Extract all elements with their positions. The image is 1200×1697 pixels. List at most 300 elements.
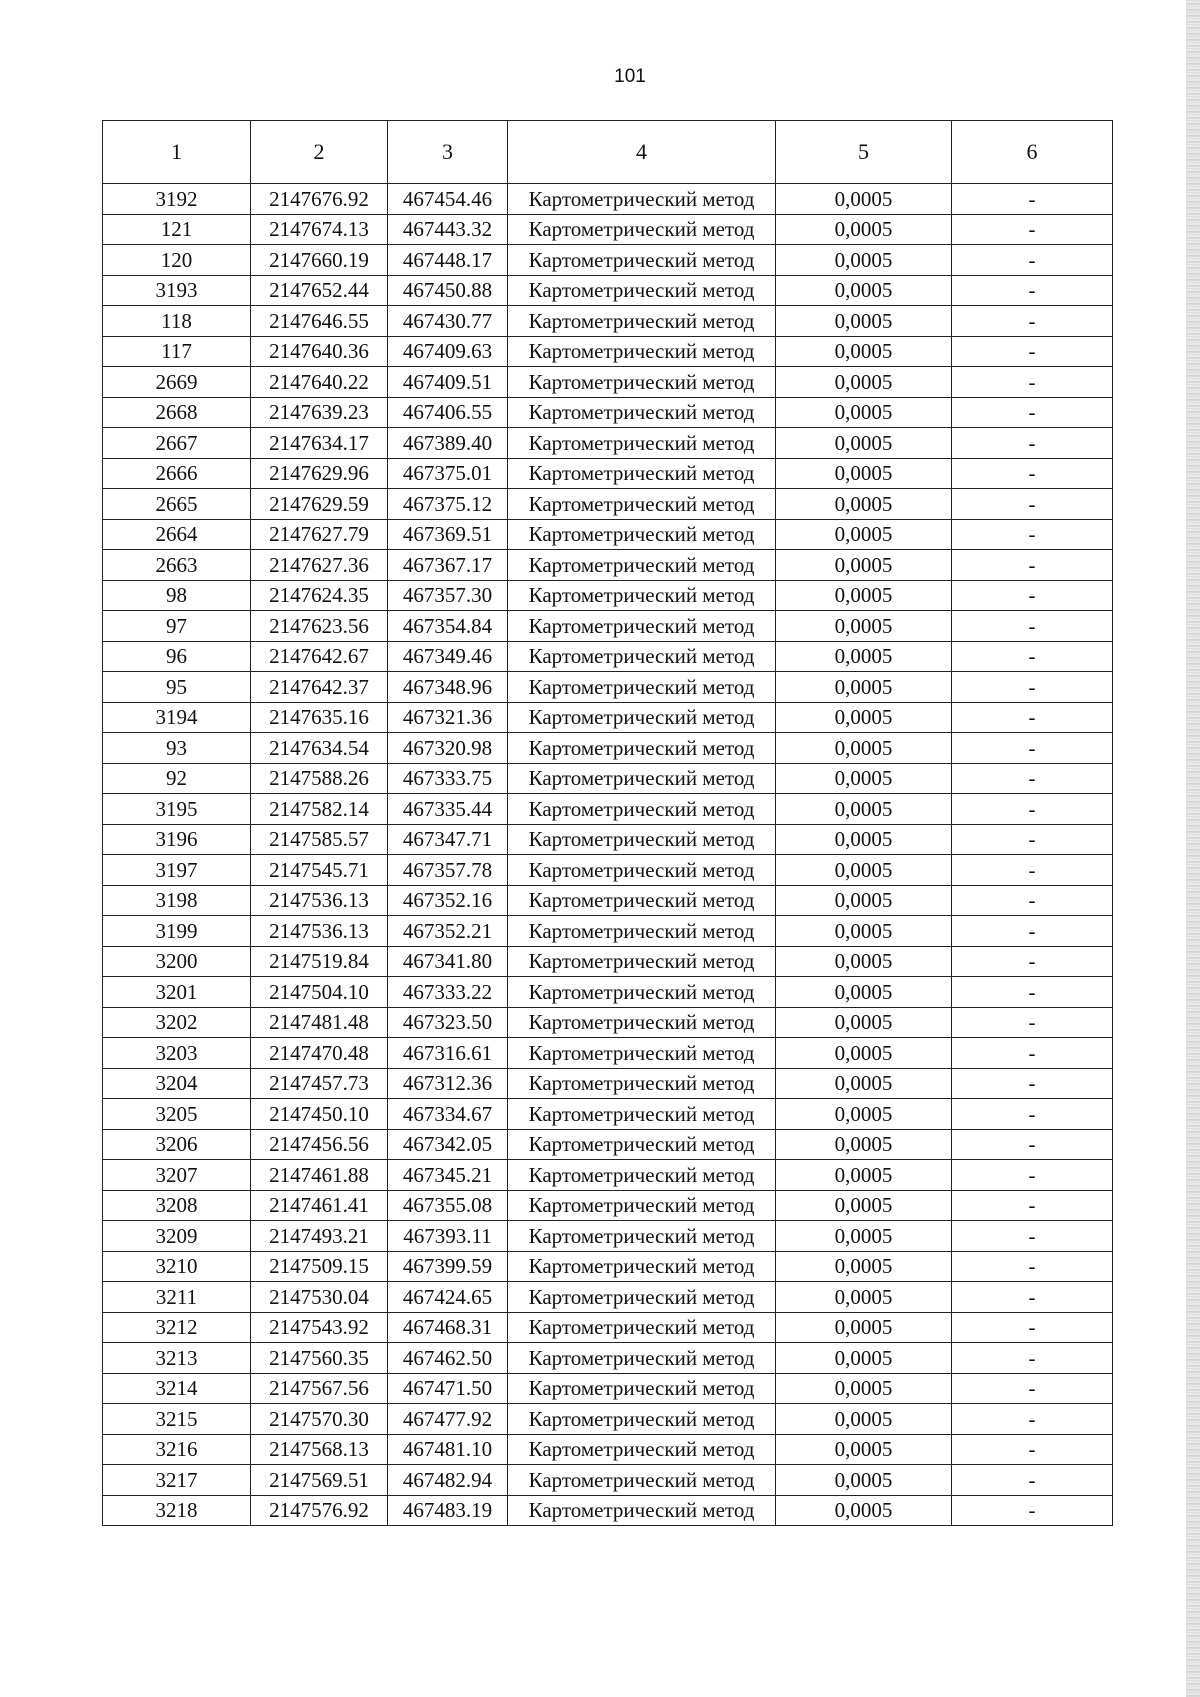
x-coordinate-cell: 2147639.23 xyxy=(251,397,388,428)
accuracy-cell: 0,0005 xyxy=(776,946,952,977)
accuracy-cell: 0,0005 xyxy=(776,367,952,398)
accuracy-cell: 0,0005 xyxy=(776,550,952,581)
note-cell: - xyxy=(952,458,1113,489)
note-cell: - xyxy=(952,1312,1113,1343)
method-cell: Картометрический метод xyxy=(508,1465,776,1496)
method-cell: Картометрический метод xyxy=(508,1038,776,1069)
x-coordinate-cell: 2147470.48 xyxy=(251,1038,388,1069)
accuracy-cell: 0,0005 xyxy=(776,519,952,550)
table-row xyxy=(103,855,1113,886)
table-row xyxy=(103,306,1113,337)
method-cell: Картометрический метод xyxy=(508,702,776,733)
y-coordinate-cell: 467481.10 xyxy=(388,1434,508,1465)
table-row xyxy=(103,1465,1113,1496)
note-cell: - xyxy=(952,1465,1113,1496)
point-number-cell: 3202 xyxy=(103,1007,251,1038)
x-coordinate-cell: 2147627.36 xyxy=(251,550,388,581)
x-coordinate-cell: 2147634.54 xyxy=(251,733,388,764)
table-row xyxy=(103,702,1113,733)
method-cell: Картометрический метод xyxy=(508,336,776,367)
point-number-cell: 3201 xyxy=(103,977,251,1008)
point-number-cell: 3212 xyxy=(103,1312,251,1343)
note-cell: - xyxy=(952,1373,1113,1404)
x-coordinate-cell: 2147642.67 xyxy=(251,641,388,672)
method-cell: Картометрический метод xyxy=(508,428,776,459)
accuracy-cell: 0,0005 xyxy=(776,397,952,428)
y-coordinate-cell: 467393.11 xyxy=(388,1221,508,1252)
method-cell: Картометрический метод xyxy=(508,1373,776,1404)
method-cell: Картометрический метод xyxy=(508,519,776,550)
x-coordinate-cell: 2147642.37 xyxy=(251,672,388,703)
note-cell: - xyxy=(952,184,1113,215)
point-number-cell: 3214 xyxy=(103,1373,251,1404)
method-cell: Картометрический метод xyxy=(508,550,776,581)
accuracy-cell: 0,0005 xyxy=(776,245,952,276)
method-cell: Картометрический метод xyxy=(508,946,776,977)
accuracy-cell: 0,0005 xyxy=(776,1343,952,1374)
point-number-cell: 2668 xyxy=(103,397,251,428)
x-coordinate-cell: 2147576.92 xyxy=(251,1495,388,1526)
point-number-cell: 93 xyxy=(103,733,251,764)
method-cell: Картометрический метод xyxy=(508,1495,776,1526)
method-cell: Картометрический метод xyxy=(508,1312,776,1343)
x-coordinate-cell: 2147536.13 xyxy=(251,885,388,916)
accuracy-cell: 0,0005 xyxy=(776,1373,952,1404)
y-coordinate-cell: 467334.67 xyxy=(388,1099,508,1130)
accuracy-cell: 0,0005 xyxy=(776,1129,952,1160)
x-coordinate-cell: 2147569.51 xyxy=(251,1465,388,1496)
x-coordinate-cell: 2147634.17 xyxy=(251,428,388,459)
note-cell: - xyxy=(952,1007,1113,1038)
note-cell: - xyxy=(952,550,1113,581)
scan-edge xyxy=(1186,0,1200,1697)
note-cell: - xyxy=(952,916,1113,947)
accuracy-cell: 0,0005 xyxy=(776,611,952,642)
method-cell: Картометрический метод xyxy=(508,1190,776,1221)
method-cell: Картометрический метод xyxy=(508,580,776,611)
y-coordinate-cell: 467349.46 xyxy=(388,641,508,672)
point-number-cell: 3206 xyxy=(103,1129,251,1160)
x-coordinate-cell: 2147545.71 xyxy=(251,855,388,886)
y-coordinate-cell: 467352.21 xyxy=(388,916,508,947)
point-number-cell: 2665 xyxy=(103,489,251,520)
y-coordinate-cell: 467483.19 xyxy=(388,1495,508,1526)
accuracy-cell: 0,0005 xyxy=(776,1434,952,1465)
point-number-cell: 118 xyxy=(103,306,251,337)
y-coordinate-cell: 467389.40 xyxy=(388,428,508,459)
note-cell: - xyxy=(952,580,1113,611)
point-number-cell: 3209 xyxy=(103,1221,251,1252)
y-coordinate-cell: 467477.92 xyxy=(388,1404,508,1435)
note-cell: - xyxy=(952,946,1113,977)
method-cell: Картометрический метод xyxy=(508,1221,776,1252)
table-row xyxy=(103,1495,1113,1526)
x-coordinate-cell: 2147461.41 xyxy=(251,1190,388,1221)
note-cell: - xyxy=(952,702,1113,733)
table-row xyxy=(103,245,1113,276)
accuracy-cell: 0,0005 xyxy=(776,1282,952,1313)
y-coordinate-cell: 467333.75 xyxy=(388,763,508,794)
note-cell: - xyxy=(952,1251,1113,1282)
y-coordinate-cell: 467450.88 xyxy=(388,275,508,306)
point-number-cell: 3195 xyxy=(103,794,251,825)
table-row xyxy=(103,1251,1113,1282)
point-number-cell: 3216 xyxy=(103,1434,251,1465)
point-number-cell: 3215 xyxy=(103,1404,251,1435)
table-row xyxy=(103,1160,1113,1191)
point-number-cell: 2669 xyxy=(103,367,251,398)
point-number-cell: 117 xyxy=(103,336,251,367)
table-row xyxy=(103,275,1113,306)
point-number-cell: 3200 xyxy=(103,946,251,977)
table-row xyxy=(103,489,1113,520)
point-number-cell: 2667 xyxy=(103,428,251,459)
accuracy-cell: 0,0005 xyxy=(776,763,952,794)
method-cell: Картометрический метод xyxy=(508,885,776,916)
accuracy-cell: 0,0005 xyxy=(776,641,952,672)
table-row xyxy=(103,184,1113,215)
y-coordinate-cell: 467320.98 xyxy=(388,733,508,764)
point-number-cell: 3203 xyxy=(103,1038,251,1069)
table-row xyxy=(103,733,1113,764)
point-number-cell: 3196 xyxy=(103,824,251,855)
accuracy-cell: 0,0005 xyxy=(776,1495,952,1526)
table-row xyxy=(103,367,1113,398)
point-number-cell: 2666 xyxy=(103,458,251,489)
method-cell: Картометрический метод xyxy=(508,1160,776,1191)
x-coordinate-cell: 2147457.73 xyxy=(251,1068,388,1099)
note-cell: - xyxy=(952,763,1113,794)
accuracy-cell: 0,0005 xyxy=(776,458,952,489)
table-row xyxy=(103,336,1113,367)
x-coordinate-cell: 2147560.35 xyxy=(251,1343,388,1374)
table-row xyxy=(103,977,1113,1008)
method-cell: Картометрический метод xyxy=(508,1282,776,1313)
point-number-cell: 120 xyxy=(103,245,251,276)
y-coordinate-cell: 467341.80 xyxy=(388,946,508,977)
note-cell: - xyxy=(952,367,1113,398)
note-cell: - xyxy=(952,1434,1113,1465)
note-cell: - xyxy=(952,641,1113,672)
x-coordinate-cell: 2147624.35 xyxy=(251,580,388,611)
x-coordinate-cell: 2147627.79 xyxy=(251,519,388,550)
method-cell: Картометрический метод xyxy=(508,367,776,398)
x-coordinate-cell: 2147567.56 xyxy=(251,1373,388,1404)
table-row xyxy=(103,397,1113,428)
note-cell: - xyxy=(952,1282,1113,1313)
x-coordinate-cell: 2147493.21 xyxy=(251,1221,388,1252)
accuracy-cell: 0,0005 xyxy=(776,733,952,764)
note-cell: - xyxy=(952,214,1113,245)
method-cell: Картометрический метод xyxy=(508,306,776,337)
table-row xyxy=(103,1282,1113,1313)
method-cell: Картометрический метод xyxy=(508,184,776,215)
y-coordinate-cell: 467375.12 xyxy=(388,489,508,520)
table-row xyxy=(103,1007,1113,1038)
table-row xyxy=(103,1099,1113,1130)
table-row xyxy=(103,763,1113,794)
x-coordinate-cell: 2147461.88 xyxy=(251,1160,388,1191)
note-cell: - xyxy=(952,1190,1113,1221)
table-body xyxy=(103,184,1113,1526)
accuracy-cell: 0,0005 xyxy=(776,580,952,611)
note-cell: - xyxy=(952,855,1113,886)
accuracy-cell: 0,0005 xyxy=(776,275,952,306)
y-coordinate-cell: 467448.17 xyxy=(388,245,508,276)
y-coordinate-cell: 467323.50 xyxy=(388,1007,508,1038)
y-coordinate-cell: 467312.36 xyxy=(388,1068,508,1099)
point-number-cell: 3218 xyxy=(103,1495,251,1526)
table-row xyxy=(103,458,1113,489)
y-coordinate-cell: 467443.32 xyxy=(388,214,508,245)
accuracy-cell: 0,0005 xyxy=(776,1160,952,1191)
x-coordinate-cell: 2147543.92 xyxy=(251,1312,388,1343)
x-coordinate-cell: 2147676.92 xyxy=(251,184,388,215)
accuracy-cell: 0,0005 xyxy=(776,184,952,215)
note-cell: - xyxy=(952,1129,1113,1160)
note-cell: - xyxy=(952,275,1113,306)
accuracy-cell: 0,0005 xyxy=(776,1190,952,1221)
y-coordinate-cell: 467482.94 xyxy=(388,1465,508,1496)
y-coordinate-cell: 467430.77 xyxy=(388,306,508,337)
accuracy-cell: 0,0005 xyxy=(776,885,952,916)
x-coordinate-cell: 2147652.44 xyxy=(251,275,388,306)
table-row xyxy=(103,1343,1113,1374)
table-row xyxy=(103,1068,1113,1099)
y-coordinate-cell: 467355.08 xyxy=(388,1190,508,1221)
accuracy-cell: 0,0005 xyxy=(776,916,952,947)
note-cell: - xyxy=(952,489,1113,520)
note-cell: - xyxy=(952,824,1113,855)
note-cell: - xyxy=(952,1160,1113,1191)
table-row xyxy=(103,611,1113,642)
y-coordinate-cell: 467367.17 xyxy=(388,550,508,581)
column-header: 4 xyxy=(508,121,776,184)
table-row xyxy=(103,1434,1113,1465)
y-coordinate-cell: 467321.36 xyxy=(388,702,508,733)
note-cell: - xyxy=(952,733,1113,764)
table-row xyxy=(103,916,1113,947)
method-cell: Картометрический метод xyxy=(508,275,776,306)
table-row xyxy=(103,794,1113,825)
method-cell: Картометрический метод xyxy=(508,672,776,703)
method-cell: Картометрический метод xyxy=(508,916,776,947)
point-number-cell: 3198 xyxy=(103,885,251,916)
accuracy-cell: 0,0005 xyxy=(776,977,952,1008)
x-coordinate-cell: 2147646.55 xyxy=(251,306,388,337)
note-cell: - xyxy=(952,519,1113,550)
x-coordinate-cell: 2147623.56 xyxy=(251,611,388,642)
method-cell: Картометрический метод xyxy=(508,641,776,672)
point-number-cell: 121 xyxy=(103,214,251,245)
method-cell: Картометрический метод xyxy=(508,1434,776,1465)
column-header: 2 xyxy=(251,121,388,184)
point-number-cell: 92 xyxy=(103,763,251,794)
y-coordinate-cell: 467454.46 xyxy=(388,184,508,215)
table-row xyxy=(103,1038,1113,1069)
y-coordinate-cell: 467399.59 xyxy=(388,1251,508,1282)
method-cell: Картометрический метод xyxy=(508,489,776,520)
table-row xyxy=(103,214,1113,245)
method-cell: Картометрический метод xyxy=(508,1068,776,1099)
point-number-cell: 3204 xyxy=(103,1068,251,1099)
x-coordinate-cell: 2147504.10 xyxy=(251,977,388,1008)
x-coordinate-cell: 2147509.15 xyxy=(251,1251,388,1282)
note-cell: - xyxy=(952,1404,1113,1435)
column-header: 5 xyxy=(776,121,952,184)
y-coordinate-cell: 467357.78 xyxy=(388,855,508,886)
y-coordinate-cell: 467342.05 xyxy=(388,1129,508,1160)
point-number-cell: 3211 xyxy=(103,1282,251,1313)
table-header-row xyxy=(103,121,1113,184)
note-cell: - xyxy=(952,1221,1113,1252)
point-number-cell: 3210 xyxy=(103,1251,251,1282)
table-row xyxy=(103,1373,1113,1404)
point-number-cell: 3192 xyxy=(103,184,251,215)
method-cell: Картометрический метод xyxy=(508,1404,776,1435)
column-header: 3 xyxy=(388,121,508,184)
x-coordinate-cell: 2147450.10 xyxy=(251,1099,388,1130)
table-row xyxy=(103,1190,1113,1221)
note-cell: - xyxy=(952,1068,1113,1099)
accuracy-cell: 0,0005 xyxy=(776,1312,952,1343)
point-number-cell: 3217 xyxy=(103,1465,251,1496)
x-coordinate-cell: 2147660.19 xyxy=(251,245,388,276)
method-cell: Картометрический метод xyxy=(508,214,776,245)
accuracy-cell: 0,0005 xyxy=(776,1038,952,1069)
note-cell: - xyxy=(952,336,1113,367)
table-row xyxy=(103,550,1113,581)
point-number-cell: 2663 xyxy=(103,550,251,581)
method-cell: Картометрический метод xyxy=(508,245,776,276)
point-number-cell: 96 xyxy=(103,641,251,672)
accuracy-cell: 0,0005 xyxy=(776,306,952,337)
table-row xyxy=(103,885,1113,916)
point-number-cell: 3205 xyxy=(103,1099,251,1130)
note-cell: - xyxy=(952,1099,1113,1130)
note-cell: - xyxy=(952,977,1113,1008)
page-number: 101 xyxy=(614,66,646,87)
table-row xyxy=(103,580,1113,611)
column-header: 1 xyxy=(103,121,251,184)
accuracy-cell: 0,0005 xyxy=(776,702,952,733)
point-number-cell: 97 xyxy=(103,611,251,642)
point-number-cell: 3207 xyxy=(103,1160,251,1191)
accuracy-cell: 0,0005 xyxy=(776,1404,952,1435)
y-coordinate-cell: 467424.65 xyxy=(388,1282,508,1313)
method-cell: Картометрический метод xyxy=(508,1129,776,1160)
method-cell: Картометрический метод xyxy=(508,824,776,855)
table-row xyxy=(103,672,1113,703)
note-cell: - xyxy=(952,397,1113,428)
accuracy-cell: 0,0005 xyxy=(776,1465,952,1496)
method-cell: Картометрический метод xyxy=(508,1099,776,1130)
x-coordinate-cell: 2147635.16 xyxy=(251,702,388,733)
column-header: 6 xyxy=(952,121,1113,184)
accuracy-cell: 0,0005 xyxy=(776,855,952,886)
accuracy-cell: 0,0005 xyxy=(776,214,952,245)
accuracy-cell: 0,0005 xyxy=(776,794,952,825)
table-row xyxy=(103,428,1113,459)
x-coordinate-cell: 2147570.30 xyxy=(251,1404,388,1435)
accuracy-cell: 0,0005 xyxy=(776,1068,952,1099)
table-row xyxy=(103,519,1113,550)
y-coordinate-cell: 467409.63 xyxy=(388,336,508,367)
note-cell: - xyxy=(952,1038,1113,1069)
method-cell: Картометрический метод xyxy=(508,1007,776,1038)
note-cell: - xyxy=(952,1343,1113,1374)
x-coordinate-cell: 2147481.48 xyxy=(251,1007,388,1038)
method-cell: Картометрический метод xyxy=(508,794,776,825)
x-coordinate-cell: 2147629.59 xyxy=(251,489,388,520)
x-coordinate-cell: 2147582.14 xyxy=(251,794,388,825)
point-number-cell: 3194 xyxy=(103,702,251,733)
y-coordinate-cell: 467406.55 xyxy=(388,397,508,428)
note-cell: - xyxy=(952,611,1113,642)
x-coordinate-cell: 2147629.96 xyxy=(251,458,388,489)
note-cell: - xyxy=(952,794,1113,825)
coordinates-table xyxy=(102,120,1113,1526)
method-cell: Картометрический метод xyxy=(508,855,776,886)
table-row xyxy=(103,824,1113,855)
note-cell: - xyxy=(952,306,1113,337)
x-coordinate-cell: 2147674.13 xyxy=(251,214,388,245)
x-coordinate-cell: 2147640.22 xyxy=(251,367,388,398)
point-number-cell: 2664 xyxy=(103,519,251,550)
y-coordinate-cell: 467468.31 xyxy=(388,1312,508,1343)
y-coordinate-cell: 467316.61 xyxy=(388,1038,508,1069)
y-coordinate-cell: 467462.50 xyxy=(388,1343,508,1374)
y-coordinate-cell: 467354.84 xyxy=(388,611,508,642)
x-coordinate-cell: 2147536.13 xyxy=(251,916,388,947)
point-number-cell: 3199 xyxy=(103,916,251,947)
method-cell: Картометрический метод xyxy=(508,977,776,1008)
accuracy-cell: 0,0005 xyxy=(776,824,952,855)
x-coordinate-cell: 2147530.04 xyxy=(251,1282,388,1313)
accuracy-cell: 0,0005 xyxy=(776,336,952,367)
y-coordinate-cell: 467357.30 xyxy=(388,580,508,611)
point-number-cell: 3197 xyxy=(103,855,251,886)
point-number-cell: 3193 xyxy=(103,275,251,306)
x-coordinate-cell: 2147640.36 xyxy=(251,336,388,367)
note-cell: - xyxy=(952,245,1113,276)
x-coordinate-cell: 2147585.57 xyxy=(251,824,388,855)
note-cell: - xyxy=(952,672,1113,703)
accuracy-cell: 0,0005 xyxy=(776,428,952,459)
table-row xyxy=(103,1312,1113,1343)
y-coordinate-cell: 467471.50 xyxy=(388,1373,508,1404)
method-cell: Картометрический метод xyxy=(508,397,776,428)
point-number-cell: 98 xyxy=(103,580,251,611)
method-cell: Картометрический метод xyxy=(508,1251,776,1282)
table-row xyxy=(103,1221,1113,1252)
y-coordinate-cell: 467347.71 xyxy=(388,824,508,855)
accuracy-cell: 0,0005 xyxy=(776,672,952,703)
y-coordinate-cell: 467369.51 xyxy=(388,519,508,550)
y-coordinate-cell: 467375.01 xyxy=(388,458,508,489)
note-cell: - xyxy=(952,885,1113,916)
table-row xyxy=(103,946,1113,977)
accuracy-cell: 0,0005 xyxy=(776,1251,952,1282)
note-cell: - xyxy=(952,428,1113,459)
accuracy-cell: 0,0005 xyxy=(776,1099,952,1130)
x-coordinate-cell: 2147588.26 xyxy=(251,763,388,794)
method-cell: Картометрический метод xyxy=(508,763,776,794)
point-number-cell: 3213 xyxy=(103,1343,251,1374)
point-number-cell: 3208 xyxy=(103,1190,251,1221)
table-row xyxy=(103,1404,1113,1435)
method-cell: Картометрический метод xyxy=(508,733,776,764)
